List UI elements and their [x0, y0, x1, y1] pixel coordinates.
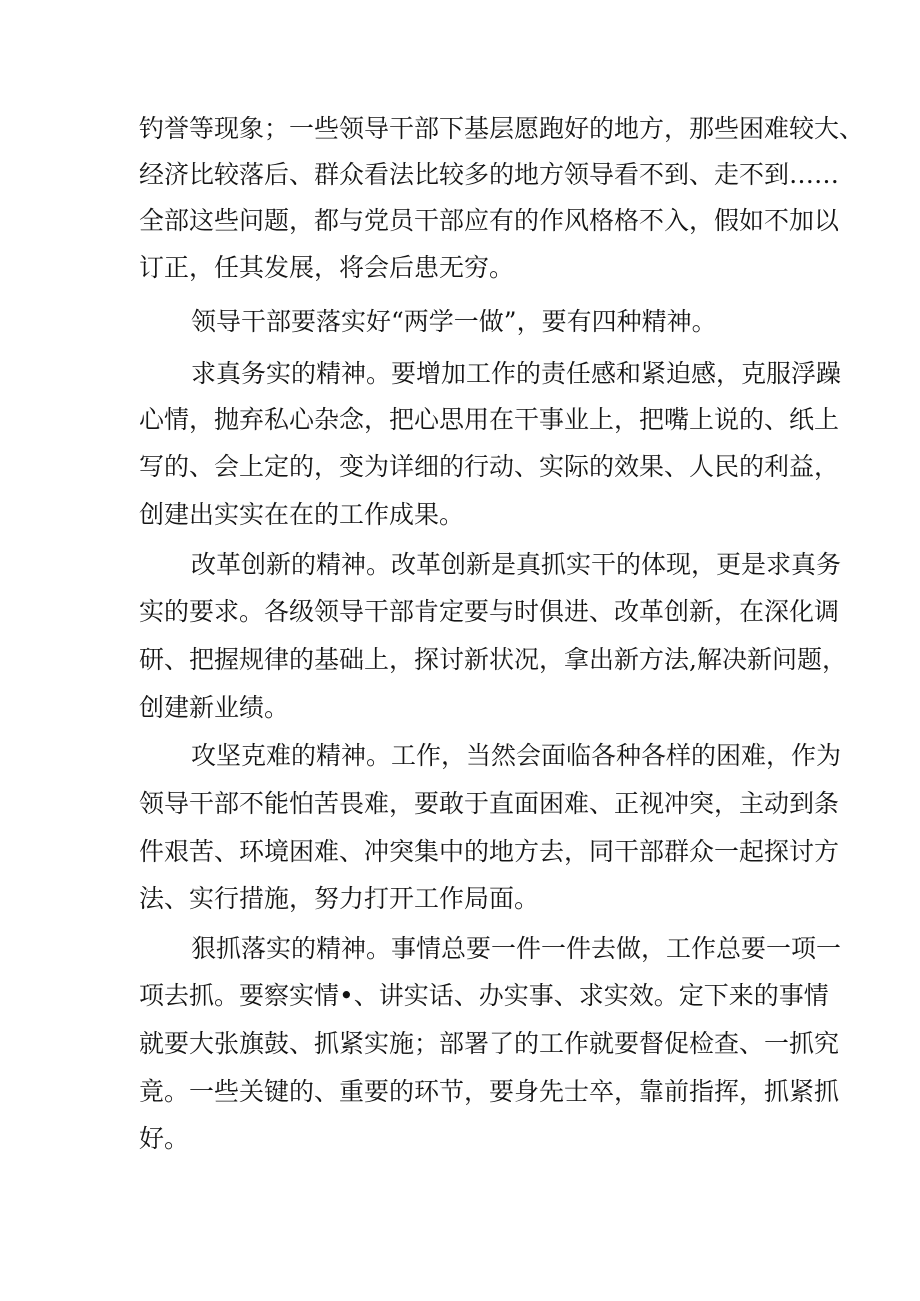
- text-line: 钓誉等现象；一些领导干部下基层愿跑好的地方，那些困难较大、: [139, 114, 865, 143]
- paragraph-first-line: 攻坚克难的精神。工作，当然会面临各种各样的困难，作为: [191, 741, 842, 770]
- paragraph-first-line: 领导干部要落实好“两学一做”，要有四种精神。: [191, 307, 717, 336]
- paragraph-first-line: 改革创新的精神。改革创新是真抓实干的体现，更是求真务: [191, 550, 842, 579]
- text-line: 创建新业绩。: [139, 693, 290, 722]
- text-line: 好。: [139, 1124, 190, 1153]
- text-line: 就要大张旗鼓、抓紧实施；部署了的工作就要督促检查、一抓究: [139, 1029, 840, 1058]
- paragraph-first-line: 求真务实的精神。要增加工作的责任感和紧迫感，克服浮躁: [191, 359, 842, 388]
- text-line: 研、把握规律的基础上，探讨新状况，拿出新方法,解决新问题，: [139, 645, 847, 674]
- text-line: 实的要求。各级领导干部肯定要与时俱进、改革创新，在深化调: [139, 597, 840, 626]
- text-line: 竟。一些关键的、重要的环节，要身先士卒，靠前指挥，抓紧抓: [139, 1077, 840, 1106]
- text-line: 心情，抛弃私心杂念，把心思用在干事业上，把嘴上说的、纸上: [139, 405, 840, 434]
- text-line: 经济比较落后、群众看法比较多的地方领导看不到、走不到……: [139, 160, 840, 189]
- text-line: 项去抓。要察实情•、讲实话、办实事、求实效。定下来的事情: [139, 981, 829, 1010]
- text-line: 创建出实实在在的工作成果。: [139, 500, 465, 529]
- paragraph-first-line: 狠抓落实的精神。事情总要一件一件去做，工作总要一项一: [191, 934, 842, 963]
- text-line: 订正，任其发展，将会后患无穷。: [139, 253, 515, 282]
- text-line: 写的、会上定的，变为详细的行动、实际的效果、人民的利益，: [139, 452, 840, 481]
- text-line: 件艰苦、环境困难、冲突集中的地方去，同干部群众一起探讨方: [139, 837, 840, 866]
- text-line: 领导干部不能怕苦畏难，要敢于直面困难、正视冲突，主动到条: [139, 789, 840, 818]
- text-line: 全部这些问题，都与党员干部应有的作风格格不入，假如不加以: [139, 206, 840, 235]
- text-line: 法、实行措施，努力打开工作局面。: [139, 884, 540, 913]
